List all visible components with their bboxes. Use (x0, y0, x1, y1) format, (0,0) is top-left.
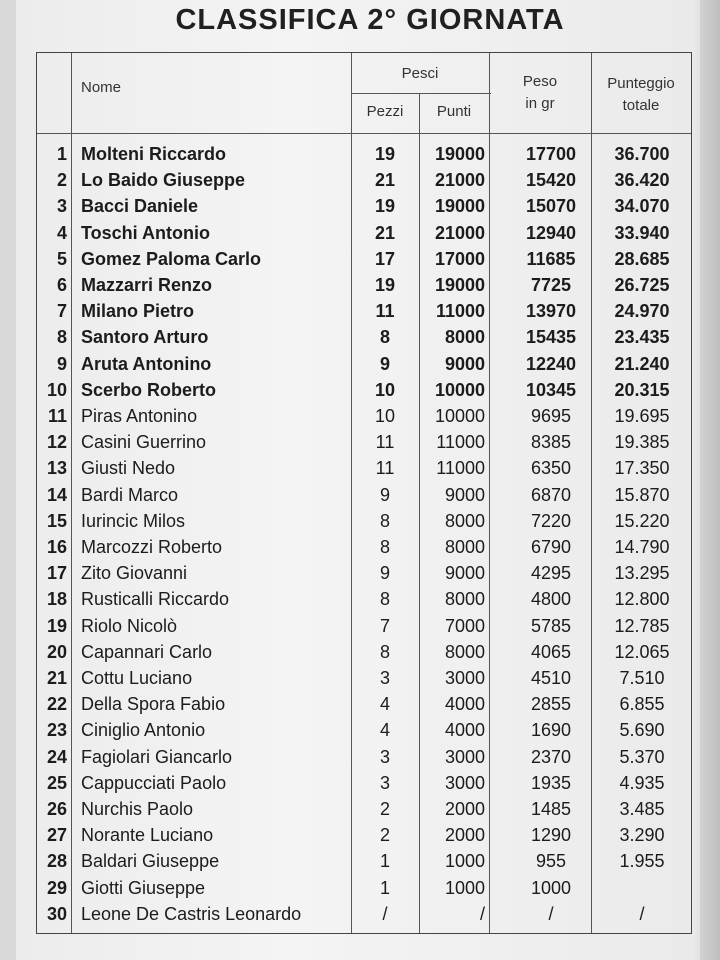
row-position: 19 (46, 615, 67, 636)
row-pezzi: / (382, 903, 388, 924)
row-punteggio-totale: 19.385 (614, 432, 670, 453)
row-peso: 11685 (526, 248, 576, 269)
row-pezzi: 2 (379, 825, 390, 846)
row-name: Capannari Carlo (81, 641, 213, 662)
row-name: Bacci Daniele (81, 196, 199, 217)
row-punti: 10000 (434, 406, 485, 426)
row-peso: 2370 (530, 746, 572, 767)
row-punti: 21000 (434, 170, 485, 191)
row-position: 21 (46, 668, 67, 688)
row-name: Cottu Luciano (81, 668, 193, 688)
row-peso: 1000 (530, 877, 572, 898)
row-punti: 3000 (444, 668, 485, 688)
row-peso: 15420 (525, 170, 577, 191)
row-pezzi: 21 (374, 222, 396, 243)
row-peso: 1290 (530, 825, 572, 846)
row-peso: 5785 (530, 615, 572, 636)
row-position: 22 (46, 694, 67, 715)
header-pesci: Pesci (401, 65, 439, 82)
row-punti: 1000 (444, 877, 485, 898)
table-row (37, 770, 691, 796)
table-row (37, 691, 691, 717)
row-punteggio-totale: / (639, 903, 645, 924)
row-peso: 1935 (530, 772, 572, 793)
ranking-table (36, 52, 692, 934)
row-punti: 2000 (444, 799, 485, 819)
row-position: 18 (46, 589, 67, 610)
row-punti: 8000 (444, 589, 485, 610)
row-punti: 21000 (434, 222, 485, 243)
row-position: 25 (46, 772, 67, 793)
row-position: 1 (56, 144, 67, 164)
table-row (37, 167, 691, 193)
table-row (37, 246, 691, 272)
row-punti: 2000 (444, 825, 485, 846)
row-pezzi: 1 (379, 877, 390, 898)
row-peso: 15070 (525, 196, 577, 217)
row-position: 14 (46, 484, 67, 505)
row-punteggio-totale: 12.065 (614, 641, 670, 662)
row-position: 11 (47, 406, 67, 426)
row-name: Riolo Nicolò (81, 615, 178, 636)
row-punti: 11000 (435, 301, 485, 322)
row-punti: 8000 (444, 510, 485, 531)
row-name: Santoro Arturo (81, 327, 209, 348)
row-punti: 11000 (436, 432, 485, 453)
table-row (37, 403, 691, 429)
row-name: Norante Luciano (81, 825, 214, 846)
row-position: 26 (46, 799, 67, 819)
table-row (37, 665, 691, 691)
table-row (37, 586, 691, 612)
row-name: Fagiolari Giancarlo (81, 746, 233, 767)
table-row (37, 429, 691, 455)
header-punteggio-line2: totale (622, 97, 660, 114)
table-row (37, 901, 691, 927)
row-position: 13 (46, 458, 67, 479)
row-punteggio-totale: 19.695 (614, 406, 670, 426)
row-pezzi: 8 (379, 641, 390, 662)
row-name: Marcozzi Roberto (81, 537, 223, 557)
row-name: Rusticalli Riccardo (81, 589, 230, 610)
row-punti: 9000 (444, 353, 485, 374)
row-pezzi: 19 (374, 275, 396, 295)
row-position: 7 (56, 301, 67, 322)
row-pezzi: 8 (379, 510, 390, 531)
row-punti: 8000 (444, 537, 485, 557)
row-pezzi: 3 (379, 772, 390, 793)
row-position: 8 (56, 327, 67, 348)
row-punteggio-totale: 28.685 (614, 248, 670, 269)
row-punteggio-totale: 13.295 (614, 563, 670, 584)
row-position: 29 (46, 877, 67, 898)
row-pezzi: 21 (374, 170, 396, 191)
row-name: Leone De Castris Leonardo (81, 903, 302, 924)
row-punti: 9000 (444, 563, 485, 584)
header-punteggio-line1: Punteggio (607, 75, 675, 92)
table-row (37, 796, 691, 822)
row-pezzi: 11 (375, 432, 395, 453)
row-pezzi: 19 (374, 144, 396, 164)
row-position: 4 (56, 222, 67, 243)
row-peso: 15435 (525, 327, 577, 348)
row-punti: 19000 (434, 144, 485, 164)
row-punteggio-totale: 5.690 (619, 720, 665, 741)
row-punti: 4000 (444, 694, 485, 715)
row-punteggio-totale: 36.700 (614, 144, 670, 164)
row-peso: 12940 (525, 222, 577, 243)
row-punteggio-totale: 24.970 (614, 301, 670, 322)
table-row (37, 351, 691, 377)
row-punti: 8000 (444, 327, 485, 348)
row-peso: 7725 (530, 275, 572, 295)
row-pezzi: 10 (374, 379, 396, 400)
row-punteggio-totale: 4.935 (619, 772, 665, 793)
row-position: 3 (56, 196, 67, 217)
row-peso: 7220 (530, 510, 572, 531)
row-pezzi: 9 (379, 484, 390, 505)
row-punti: 10000 (434, 379, 485, 400)
row-peso: 13970 (525, 301, 577, 322)
row-peso: 4800 (530, 589, 572, 610)
row-pezzi: 4 (379, 694, 390, 715)
header-pezzi: Pezzi (366, 103, 404, 120)
row-punteggio-totale: 12.785 (614, 615, 670, 636)
table-row (37, 613, 691, 639)
row-pezzi: 8 (379, 327, 390, 348)
row-name: Toschi Antonio (81, 222, 210, 243)
row-punteggio-totale: 5.370 (619, 746, 665, 767)
row-peso: 10345 (525, 379, 577, 400)
row-punteggio-totale: 36.420 (614, 170, 670, 191)
row-peso: 17700 (525, 144, 577, 164)
row-punteggio-totale: 14.790 (614, 537, 670, 557)
row-peso: 2855 (530, 694, 572, 715)
row-punteggio-totale: 34.070 (614, 196, 670, 217)
row-punteggio-totale: 20.315 (614, 379, 670, 400)
table-row (37, 508, 691, 534)
table-row (37, 141, 691, 167)
row-punti: 17000 (434, 248, 485, 269)
row-punti: / (479, 903, 485, 924)
row-punteggio-totale: 33.940 (614, 222, 670, 243)
page-title: CLASSIFICA 2° GIORNATA (175, 4, 565, 36)
row-name: Scerbo Roberto (81, 379, 217, 400)
row-pezzi: 8 (379, 589, 390, 610)
table-row (37, 220, 691, 246)
header-punti: Punti (436, 103, 472, 120)
row-punteggio-totale: 6.855 (619, 694, 665, 715)
row-punteggio-totale: 1.955 (619, 851, 665, 872)
row-punteggio-totale: 21.240 (614, 353, 670, 374)
row-punti: 1000 (444, 851, 485, 872)
row-punti: 19000 (434, 196, 485, 217)
table-row (37, 875, 691, 901)
table-row (37, 193, 691, 219)
row-name: Zito Giovanni (81, 563, 188, 584)
table-row (37, 534, 691, 560)
row-pezzi: 10 (374, 406, 396, 426)
row-pezzi: 7 (379, 615, 390, 636)
row-peso: 955 (535, 851, 567, 872)
row-pezzi: 17 (374, 248, 396, 269)
row-peso: / (548, 903, 554, 924)
table-row (37, 744, 691, 770)
row-peso: 12240 (525, 353, 577, 374)
row-pezzi: 9 (379, 563, 390, 584)
row-name: Nurchis Paolo (81, 799, 194, 819)
row-punteggio-totale: 3.290 (619, 825, 665, 846)
row-punteggio-totale: 7.510 (619, 668, 665, 688)
row-punteggio-totale: 12.800 (614, 589, 670, 610)
row-peso: 6350 (530, 458, 572, 479)
row-position: 24 (46, 746, 67, 767)
row-pezzi: 2 (379, 799, 390, 819)
row-punti: 3000 (444, 746, 485, 767)
header-peso-line2: in gr (525, 95, 555, 112)
rule-header-bottom (37, 133, 691, 134)
row-pezzi: 3 (379, 746, 390, 767)
row-punti: 7000 (444, 615, 485, 636)
row-punteggio-totale: 17.350 (614, 458, 670, 479)
header-nome: Nome (81, 79, 122, 96)
row-peso: 8385 (530, 432, 572, 453)
row-position: 28 (46, 851, 67, 872)
row-punteggio-totale: 3.485 (619, 799, 665, 819)
row-peso: 1690 (530, 720, 572, 741)
rule-pesci-sub (351, 93, 491, 94)
row-punti: 19000 (434, 275, 485, 295)
row-punti: 8000 (444, 641, 485, 662)
row-name: Lo Baido Giuseppe (81, 170, 246, 191)
row-pezzi: 9 (379, 353, 390, 374)
row-pezzi: 11 (375, 301, 395, 322)
row-position: 17 (46, 563, 67, 584)
row-name: Giotti Giuseppe (81, 877, 206, 898)
row-name: Milano Pietro (81, 301, 195, 322)
row-name: Aruta Antonino (81, 353, 212, 374)
row-position: 2 (56, 170, 67, 191)
row-pezzi: 8 (379, 537, 390, 557)
row-position: 9 (56, 353, 67, 374)
header-peso-line1: Peso (522, 73, 558, 90)
row-punteggio-totale: 15.220 (614, 510, 670, 531)
row-punti: 9000 (444, 484, 485, 505)
row-name: Gomez Paloma Carlo (81, 248, 262, 269)
row-position: 15 (46, 510, 67, 531)
row-peso: 6870 (530, 484, 572, 505)
row-pezzi: 3 (379, 668, 390, 688)
row-name: Baldari Giuseppe (81, 851, 220, 872)
row-punti: 11000 (436, 458, 485, 479)
row-peso: 1485 (530, 799, 572, 819)
row-name: Molteni Riccardo (81, 144, 227, 164)
row-position: 27 (46, 825, 67, 846)
table-row (37, 298, 691, 324)
row-name: Bardi Marco (81, 484, 179, 505)
table-row (37, 717, 691, 743)
row-pezzi: 19 (374, 196, 396, 217)
row-name: Casini Guerrino (81, 432, 207, 453)
row-punteggio-totale: 15.870 (614, 484, 670, 505)
table-row (37, 482, 691, 508)
row-peso: 4065 (530, 641, 572, 662)
row-name: Iurincic Milos (81, 510, 186, 531)
row-position: 12 (46, 432, 67, 453)
row-punteggio-totale: 23.435 (614, 327, 670, 348)
row-name: Cappucciati Paolo (81, 772, 227, 793)
table-row (37, 848, 691, 874)
table-row (37, 324, 691, 350)
row-position: 10 (46, 379, 67, 400)
row-peso: 6790 (530, 537, 572, 557)
table-row (37, 377, 691, 403)
row-punti: 3000 (444, 772, 485, 793)
row-position: 23 (46, 720, 67, 741)
row-peso: 9695 (530, 406, 572, 426)
row-name: Della Spora Fabio (81, 694, 226, 715)
table-row (37, 560, 691, 586)
row-position: 5 (56, 248, 67, 269)
table-row (37, 822, 691, 848)
row-name: Mazzarri Renzo (81, 275, 213, 295)
page-edge-shadow (692, 0, 720, 960)
row-pezzi: 1 (379, 851, 390, 872)
row-pezzi: 11 (375, 458, 395, 479)
row-peso: 4295 (530, 563, 572, 584)
table-row (37, 639, 691, 665)
row-pezzi: 4 (379, 720, 390, 741)
row-position: 30 (46, 903, 67, 924)
row-punti: 4000 (444, 720, 485, 741)
row-position: 16 (46, 537, 67, 557)
row-position: 6 (56, 275, 67, 295)
table-row (37, 272, 691, 298)
row-punteggio-totale: 26.725 (614, 275, 670, 295)
table-row (37, 455, 691, 481)
row-name: Giusti Nedo (81, 458, 176, 479)
row-name: Piras Antonino (81, 406, 198, 426)
row-name: Ciniglio Antonio (81, 720, 206, 741)
row-peso: 4510 (530, 668, 572, 688)
row-position: 20 (46, 641, 67, 662)
